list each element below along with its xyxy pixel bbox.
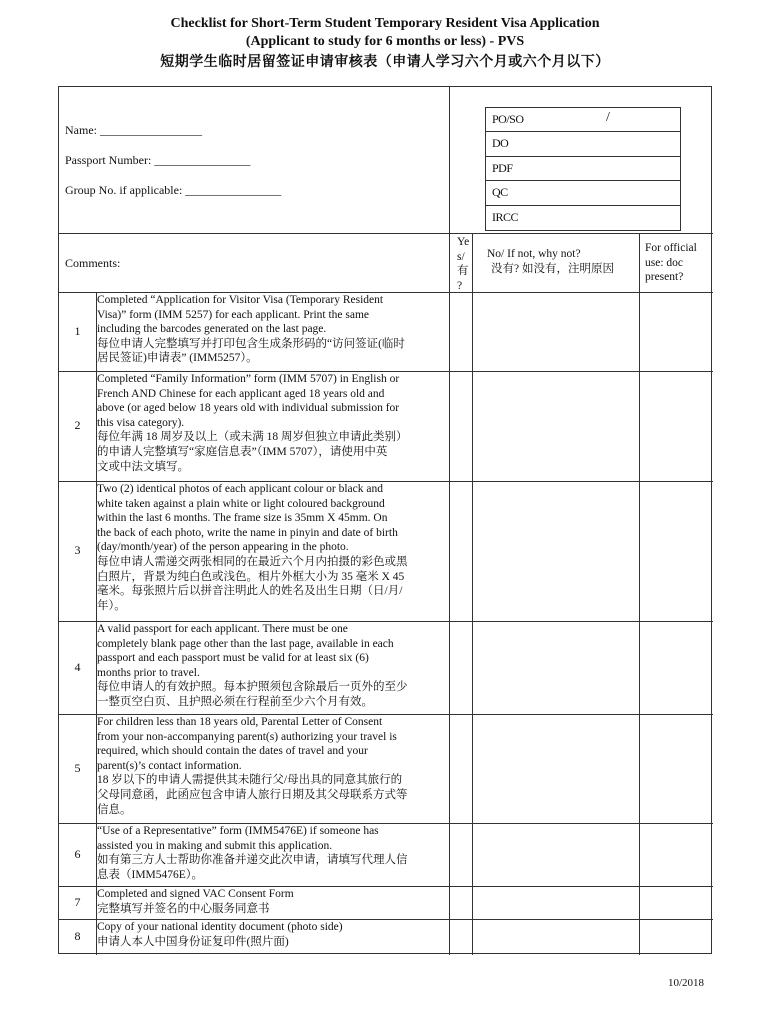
item-description — [97, 372, 449, 474]
yes-cell[interactable] — [450, 482, 472, 621]
no-reason-cell[interactable] — [473, 293, 639, 371]
item-description — [97, 824, 449, 882]
no-reason-cell[interactable] — [473, 715, 639, 823]
no-reason-cell[interactable] — [473, 887, 639, 919]
item-description-line: the back of each photo, write the name in pinyin and date of birth — [97, 526, 398, 539]
yes-cell[interactable] — [450, 293, 472, 371]
item-number: 7 — [74, 894, 81, 909]
official-use-cell[interactable] — [640, 622, 713, 714]
official-use-cell[interactable] — [640, 715, 713, 823]
item-description-line: 申请人本人中国身份证复印件(照片面) — [97, 935, 289, 948]
office-slash: / — [606, 110, 610, 125]
item-number: 6 — [74, 846, 81, 861]
item-description-line: French AND Chinese for each applicant aged 18 years old and — [97, 387, 385, 400]
item-number: 3 — [74, 543, 81, 557]
yes-header-line: Ye — [457, 236, 470, 248]
no-header — [487, 247, 614, 276]
official-use-cell[interactable] — [640, 482, 713, 621]
item-description-line: Completed and signed VAC Consent Form — [97, 888, 294, 900]
item-description-line: assisted you in making and submit this application. — [97, 839, 333, 852]
item-number: 2 — [74, 418, 81, 432]
item-description-line: 每位申请人的有效护照。每本护照须包含除最后一页外的至少 — [97, 681, 408, 694]
official-header-line: For official — [645, 242, 697, 254]
item-description-line: 年）。 — [97, 599, 126, 612]
item-description-line: white taken against a plain white or light coloured background — [97, 497, 385, 510]
yes-header-line: ? — [457, 279, 463, 292]
yes-cell[interactable] — [450, 372, 472, 481]
office-use-box — [485, 107, 681, 231]
item-description-line: Copy of your national identity document (photo side) — [97, 921, 343, 933]
item-description-line: from your non-accompanying parent(s) authorizing your travel is — [97, 730, 397, 743]
title-english: Checklist for Short-Term Student Temporary Resident Visa Application — [170, 16, 600, 31]
title-chinese: 短期学生临时居留签证申请审核表（申请人学习六个月或六个月以下） — [160, 55, 610, 70]
yes-cell[interactable] — [450, 887, 472, 919]
item-description-line: 18 岁以下的申请人需提供其未随行父/母出具的同意其旅行的 — [97, 774, 403, 787]
item-description-line: Completed “Application for Visitor Visa (Temporary Resident — [97, 294, 384, 306]
item-description-line: 父母同意函，此函应包含申请人旅行日期及其父母联系方式等 — [97, 788, 408, 801]
item-description-line: months prior to travel. — [97, 666, 200, 679]
item-description-line: this visa category). — [97, 416, 185, 429]
item-description-line: For children less than 18 years old, Parental Letter of Consent — [97, 716, 383, 728]
official-use-cell[interactable] — [640, 887, 713, 919]
office-row-poso[interactable] — [485, 107, 681, 132]
office-row-ircc[interactable] — [485, 206, 681, 231]
item-description-line: Completed “Family Information” form (IMM 5707) in English or — [97, 373, 400, 385]
item-number: 4 — [74, 659, 81, 674]
item-description-line: including the barcodes generated on the last page. — [97, 323, 327, 336]
item-description-line: 白照片，背景为纯白色或浅色。相片外框大小为 35 毫米 X 45 — [97, 570, 405, 583]
office-row-qc[interactable] — [485, 181, 681, 206]
comments-label: Comments: — [65, 256, 121, 270]
item-description-line: 每位申请人需递交两张相同的在最近六个月内拍摄的彩色或黑 — [97, 555, 408, 568]
item-description-line: parent(s)’s contact information. — [97, 759, 242, 772]
office-row-do[interactable] — [485, 132, 681, 157]
checklist-table — [58, 86, 712, 954]
item-description-line: 如有第三方人士帮助你准备并递交此次申请，请填写代理人信 — [97, 854, 408, 867]
yes-cell[interactable] — [450, 824, 472, 886]
item-number: 1 — [74, 323, 81, 338]
item-description — [97, 920, 449, 949]
office-row-label: IRCC — [492, 210, 519, 225]
item-description-line: 每位年满 18 周岁及以上（或未满 18 周岁但独立申请此类别） — [97, 431, 408, 444]
no-reason-cell[interactable] — [473, 920, 639, 955]
no-header-line: 没有? 如没有，注明原因 — [491, 262, 614, 275]
item-description-line: completely blank page other than the last page, available in each — [97, 637, 394, 650]
no-header-line: No/ If not, why not? — [487, 248, 581, 260]
item-number: 8 — [74, 929, 81, 943]
item-description — [97, 715, 449, 817]
item-description-line: 一整页空白页、且护照必须在行程前至少六个月有效。 — [97, 695, 373, 708]
yes-header — [457, 235, 469, 293]
no-reason-cell[interactable] — [473, 622, 639, 714]
item-description-line: 息表（IMM5476E）。 — [97, 868, 204, 881]
item-description-line: Visa)” form (IMM 5257) for each applicant. Print the same — [97, 308, 370, 321]
item-description — [97, 887, 449, 916]
item-description-line: A valid passport for each applicant. There must be one — [97, 623, 348, 635]
item-description-line: passport and each passport must be valid for at least six (6) — [97, 652, 369, 665]
no-reason-cell[interactable] — [473, 824, 639, 886]
yes-cell[interactable] — [450, 715, 472, 823]
office-row-pdf[interactable] — [485, 157, 681, 182]
official-use-cell[interactable] — [640, 293, 713, 371]
yes-header-line: 有 — [457, 265, 469, 278]
yes-header-line: s/ — [457, 250, 465, 263]
item-description-line: 毫米。每张照片后以拼音注明此人的姓名及出生日期（日/月/ — [97, 585, 403, 598]
item-description-line: required, which should contain the dates of travel and your — [97, 745, 368, 758]
no-reason-cell[interactable] — [473, 372, 639, 481]
name-field[interactable]: Name: _________________ — [65, 123, 202, 137]
item-description-line: 完整填写并签名的中心服务同意书 — [97, 902, 270, 915]
subtitle-english: (Applicant to study for 6 months or less) - PVS — [245, 34, 525, 49]
item-description-line: 每位申请人完整填写并打印包含生成条形码的“访问签证(临时 — [97, 337, 405, 350]
official-header-line: present? — [645, 271, 684, 284]
item-description — [97, 622, 449, 710]
group-number-field[interactable]: Group No. if applicable: ________________ — [65, 183, 282, 197]
item-description-line: 居民签证)申请表” (IMM5257）。 — [97, 352, 258, 365]
item-description-line: within the last 6 months. The frame size is 35mm X 45mm. On — [97, 512, 388, 525]
item-description-line: (day/month/year) of the person appearing in the photo. — [97, 541, 349, 554]
office-row-label: DO — [492, 135, 509, 150]
office-row-label: QC — [492, 185, 508, 200]
official-use-cell[interactable] — [640, 372, 713, 481]
item-description — [97, 293, 449, 366]
item-description-line: 信息。 — [97, 803, 132, 816]
item-description-line: Two (2) identical photos of each applicant colour or black and — [97, 483, 383, 495]
official-header-line: use: doc — [645, 256, 684, 269]
item-number: 5 — [74, 760, 81, 775]
official-use-cell[interactable] — [640, 920, 713, 955]
official-use-header — [645, 241, 697, 285]
yes-cell[interactable] — [450, 920, 472, 955]
item-description — [97, 482, 449, 613]
item-description-line: above (or aged below 18 years old with individual submission for — [97, 402, 400, 415]
office-row-label: PDF — [492, 160, 513, 175]
no-reason-cell[interactable] — [473, 482, 639, 621]
yes-cell[interactable] — [450, 622, 472, 714]
office-row-label: PO/SO — [492, 112, 524, 126]
form-date: 10/2018 — [667, 977, 704, 989]
item-description-line: 文或中法文填写。 — [97, 460, 189, 473]
official-use-cell[interactable] — [640, 824, 713, 886]
item-description-line: 的申请人完整填写“家庭信息表”（IMM 5707），请使用中英 — [97, 445, 388, 458]
passport-number-field[interactable]: Passport Number: ________________ — [65, 153, 251, 167]
item-description-line: “Use of a Representative” form (IMM5476E) if someone has — [97, 825, 379, 837]
